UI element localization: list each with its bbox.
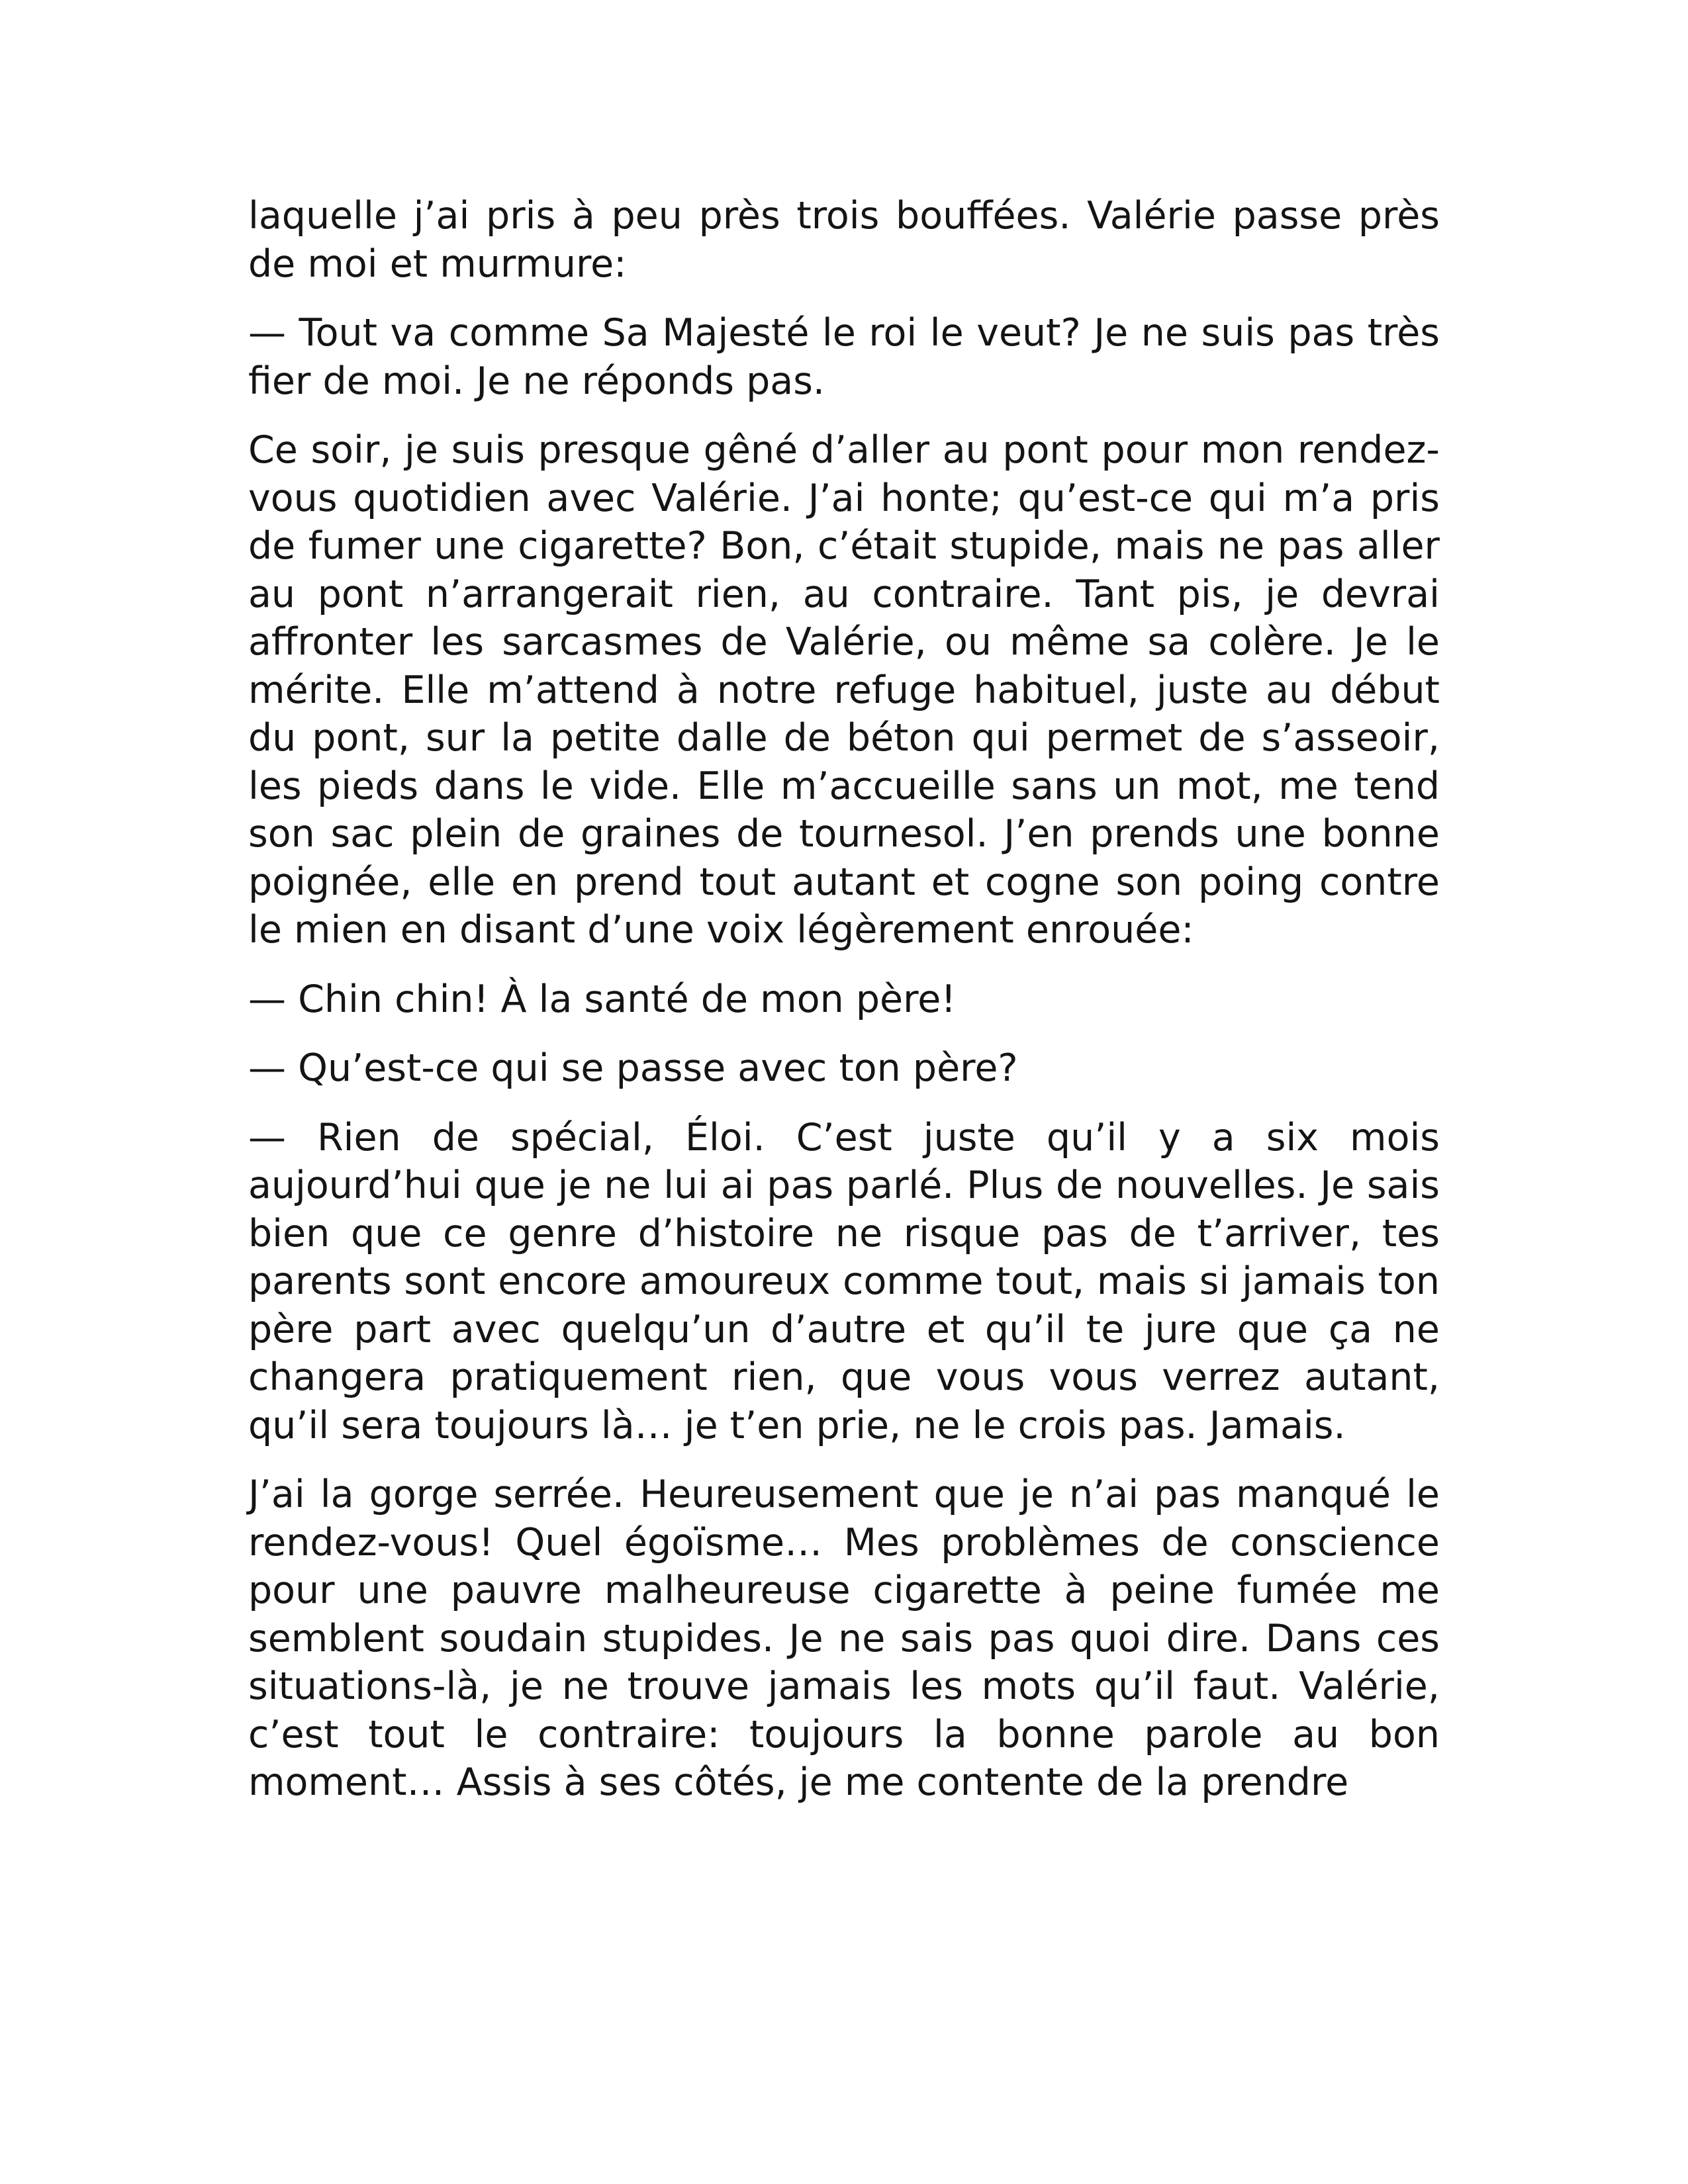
paragraph-dialogue-chin-chin: — Chin chin! À la santé de mon père! xyxy=(248,977,957,1021)
paragraph-narration-gorge: J’ai la gorge serrée. Heureusement que je n’ai pas manqué le rendez-vous! Quel égoïsme… Mes problèmes de conscience pour une pauvre malheureuse cigarette à peine fumée me semblent soudain stupides. Je ne sais pas quoi dire. Dans ces situations-là, je ne trouve jamais les mots qu’il faut. Valérie, c’est tout le contraire: toujours la bonne parole au bon moment… Assis à ses côtés, je me contente de la prendre xyxy=(248,1473,1440,1804)
paragraph-dialogue-eloi: — Rien de spécial, Éloi. C’est juste qu’il y a six mois aujourd’hui que je ne lui ai pas parlé. Plus de nouvelles. Je sais bien que ce genre d’histoire ne risque pas de t’arriver, tes parents sont encore amoureux comme tout, mais si jamais ton père part avec quelqu’un d’autre et qu’il te jure que ça ne changera pratiquement rien, que vous vous verrez autant, qu’il sera toujours là… je t’en prie, ne le crois pas. Jamais. xyxy=(248,1115,1440,1447)
paragraph-narration-pont: Ce soir, je suis presque gêné d’aller au pont pour mon rendez-vous quotidien avec Valérie. J’ai honte; qu’est-ce qui m’a pris de fumer une cigarette? Bon, c’était stupide, mais ne pas aller au pont n’arrangerait rien, au contraire. Tant pis, je devrai affronter les sarcasmes de Valérie, ou même sa colère. Je le mérite. Elle m’attend à notre refuge habituel, juste au début du pont, sur la petite dalle de béton qui permet de s’asseoir, les pieds dans le vide. Elle m’accueille sans un mot, me tend son sac plein de graines de tournesol. J’en prends une bonne poignée, elle en prend tout autant et cogne son poing contre le mien en disant d’une voix légèrement enrouée: xyxy=(248,428,1440,952)
paragraph-dialogue-majeste: — Tout va comme Sa Majesté le roi le veut? Je ne suis pas très fier de moi. Je ne réponds pas. xyxy=(248,311,1440,403)
paragraph-continuation: laquelle j’ai pris à peu près trois bouffées. Valérie passe près de moi et murmure: xyxy=(248,194,1440,286)
body-text xyxy=(248,192,1440,1828)
paragraph-dialogue-question-pere: — Qu’est-ce qui se passe avec ton père? xyxy=(248,1046,1018,1090)
